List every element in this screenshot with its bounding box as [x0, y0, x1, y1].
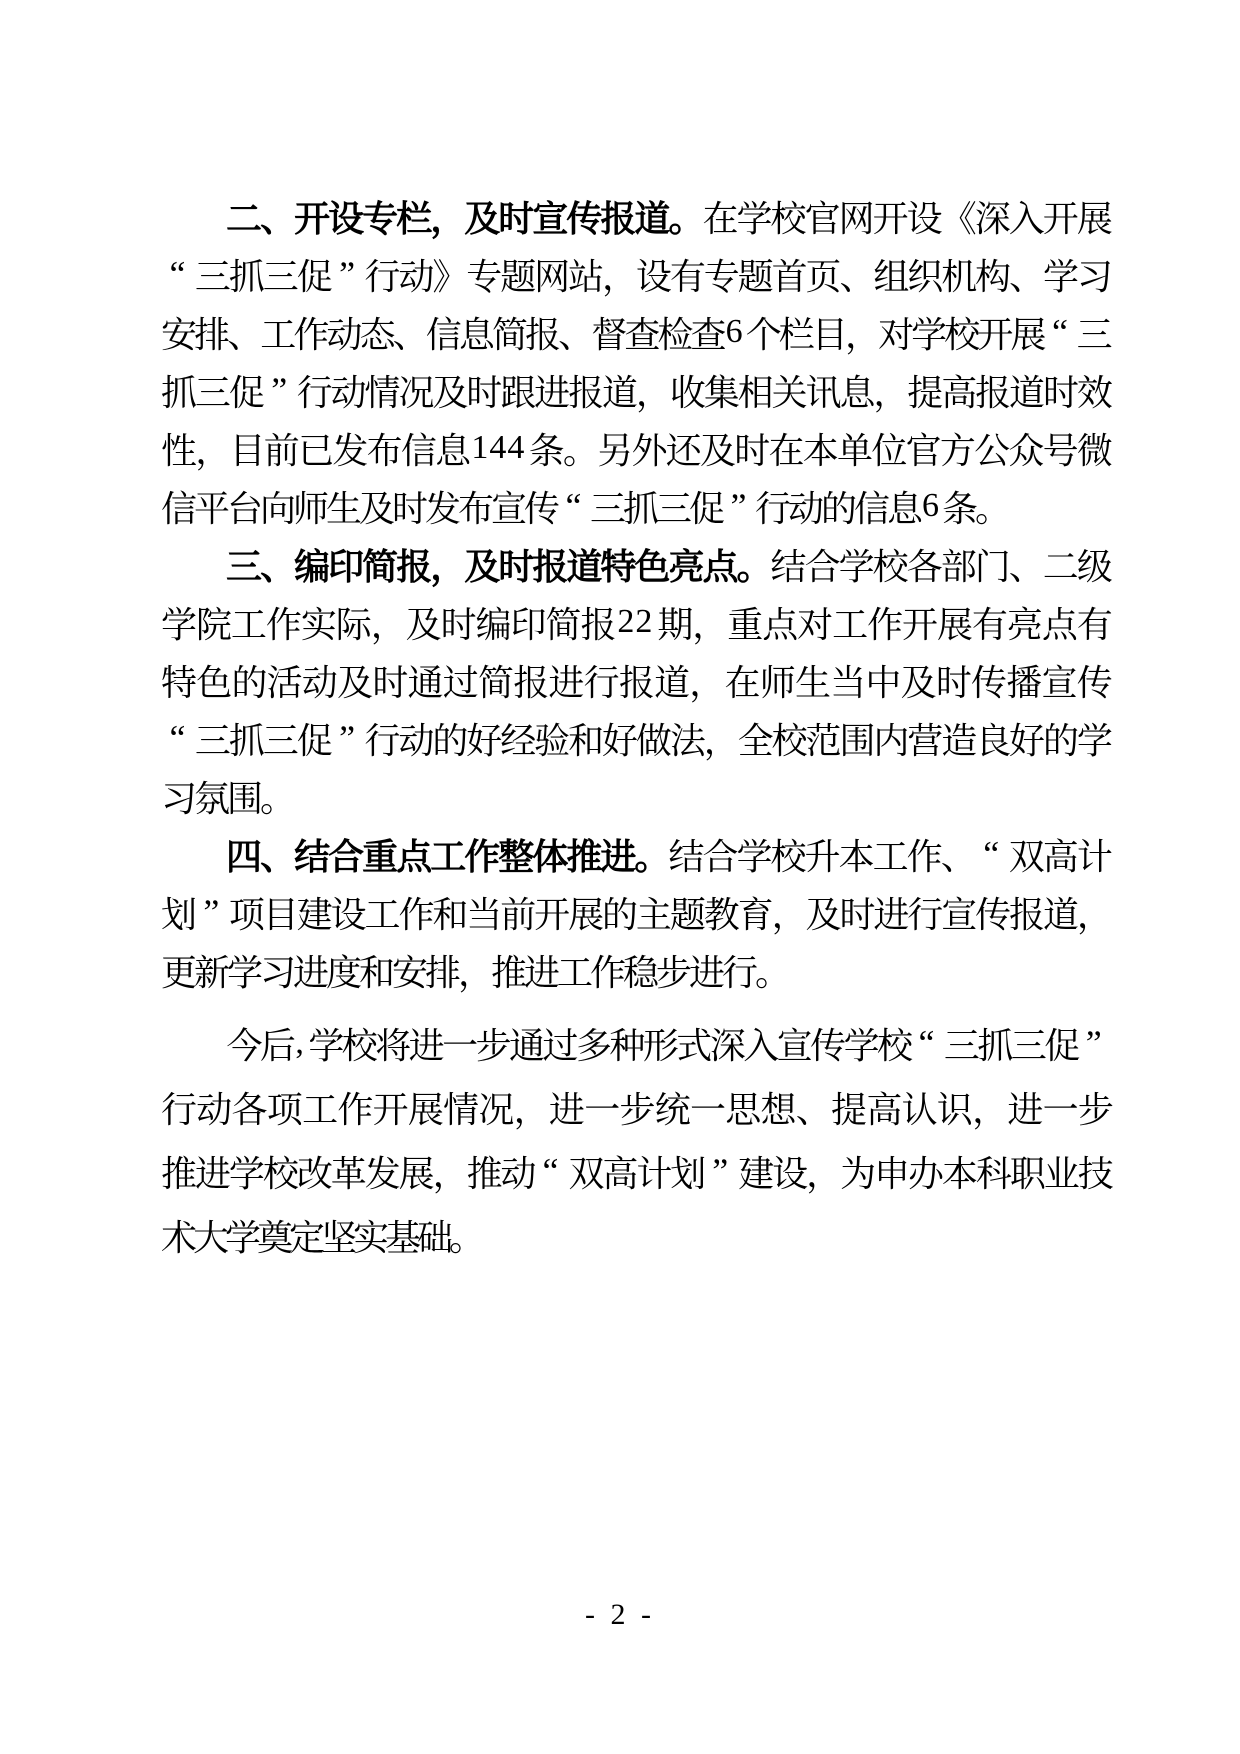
text-line-p3-3: 更 新 学 习 进 度 和 安 排 ， 推 进 工 作 稳 步 进 行 。	[161, 952, 792, 993]
document-body	[161, 187, 1114, 1267]
section-heading-char: 及	[464, 545, 501, 587]
section-heading-char: 、	[260, 545, 297, 587]
text-line-p2-1: 三 、 编 印 简 报 ， 及 时 报 道 特 色 亮 点 。 结 合 学 校 各 部 门 、 二 级	[161, 535, 1110, 593]
section-heading-char: 点	[396, 835, 433, 877]
section-heading-char: 专	[362, 197, 399, 239]
section-heading-char: 四	[226, 835, 263, 877]
text-line-p2-5: 习 氛 围 。	[161, 778, 297, 819]
text-line-p1-6: 信 平 台 向 师 生 及 时 发 布 宣 传 “ 三 抓 三 促 ” 行 动 的 信 息 6 条 。	[161, 486, 1012, 529]
section-heading-char: 推	[566, 835, 603, 877]
text-line-p1-4: 抓 三 促 ” 行 动 情 况 及 时 跟 进 报 道 ， 收 集 相 关 讯 息 ， 提 高 报 道 时 效	[161, 370, 1113, 413]
section-heading-char: 。	[634, 835, 671, 877]
section-heading-char: 道	[566, 545, 603, 587]
section-heading-char: 报	[396, 545, 433, 587]
section-heading-char: ，	[430, 545, 467, 587]
text-line-p1-5: 性 ， 目 前 已 发 布 信 息 144 条 。 另 外 还 及 时 在 本 单 位 官 方 公 众 号 微	[161, 429, 1113, 471]
section-heading-char: 亮	[668, 545, 705, 587]
section-heading-char: 。	[736, 545, 773, 587]
section-heading-char: 印	[328, 545, 365, 587]
section-heading-char: 色	[634, 545, 671, 587]
text-line-p3-1: 四 、 结 合 重 点 工 作 整 体 推 进 。 结 合 学 校 升 本 工 作 、 “ 双 高 计	[161, 825, 1110, 883]
text-line-p3-2: 划 ” 项 目 建 设 工 作 和 当 前 开 展 的 主 题 教 育 ， 及 时 进 行 宣 传 报 道 ，	[161, 892, 1113, 935]
section-heading-char: ，	[430, 197, 467, 239]
section-heading-char: 三	[226, 545, 263, 587]
text-line-p4-1: 今 后 , 学 校 将 进 一 步 通 过 多 种 形 式 深 入 宣 传 学 校 “ 三 抓 三 促 ”	[226, 1023, 1102, 1066]
section-heading-char: 传	[566, 197, 603, 239]
text-line-p4-3: 推 进 学 校 改 革 发 展 ， 推 动 “ 双 高 计 划 ” 建 设 ， 为 申 办 本 科 职 业 技	[161, 1151, 1114, 1194]
section-heading-char: 报	[532, 545, 569, 587]
section-heading-char: 、	[260, 197, 297, 239]
section-heading-char: 简	[362, 545, 399, 587]
section-heading-char: 工	[430, 835, 467, 877]
section-heading-char: 设	[328, 197, 365, 239]
section-heading-char: 整	[498, 835, 535, 877]
text-line-p2-2: 学 院 工 作 实 际 ， 及 时 编 印 简 报 22 期 ， 重 点 对 工 作 开 展 有 亮 点 有	[161, 603, 1113, 645]
section-heading-char: 重	[362, 835, 399, 877]
section-heading-char: 编	[294, 545, 331, 587]
section-heading-char: 特	[600, 545, 637, 587]
text-line-p1-2: “ 三 抓 三 促 ” 行 动 》 专 题 网 站 ， 设 有 专 题 首 页 、 组 织 机 构 、 学 习	[169, 254, 1113, 297]
section-heading-char: 点	[702, 545, 739, 587]
section-heading-char: 二	[226, 197, 263, 239]
section-heading-char: 结	[294, 835, 331, 877]
section-heading-char: 及	[464, 197, 501, 239]
text-line-p4-4: 术 大 学 奠 定 坚 实 基 础 。	[161, 1217, 486, 1258]
text-line-p2-4: “ 三 抓 三 促 ” 行 动 的 好 经 验 和 好 做 法 ， 全 校 范 围 内 营 造 良 好 的 学	[169, 718, 1113, 761]
section-heading-char: 体	[532, 835, 569, 877]
text-line-p1-1: 二 、 开 设 专 栏 ， 及 时 宣 传 报 道 。 在 学 校 官 网 开 设 《 深 入 开 展	[161, 187, 1110, 245]
text-line-p1-3: 安 排 、 工 作 动 态 、 信 息 简 报 、 督 查 检 查 6 个 栏 目 ， 对 学 校 开 展 “ 三	[161, 312, 1113, 355]
section-heading-char: 作	[464, 835, 501, 877]
section-heading-char: 道	[634, 197, 671, 239]
section-heading-char: 、	[260, 835, 297, 877]
section-heading-char: 栏	[396, 197, 433, 239]
section-heading-char: 报	[600, 197, 637, 239]
section-heading-char: 。	[668, 197, 705, 239]
section-heading-char: 合	[328, 835, 365, 877]
text-line-p4-2: 行 动 各 项 工 作 开 展 情 况 ， 进 一 步 统 一 思 想 、 提 高 认 识 ， 进 一 步	[161, 1089, 1114, 1130]
section-heading-char: 宣	[532, 197, 569, 239]
section-heading-char: 进	[600, 835, 637, 877]
section-heading-char: 时	[498, 197, 535, 239]
page-number: - 2 -	[585, 1598, 655, 1631]
section-heading-char: 开	[294, 197, 331, 239]
section-heading-char: 时	[498, 545, 535, 587]
text-line-p2-3: 特 色 的 活 动 及 时 通 过 简 报 进 行 报 道 ， 在 师 生 当 中 及 时 传 播 宣 传	[161, 662, 1113, 703]
